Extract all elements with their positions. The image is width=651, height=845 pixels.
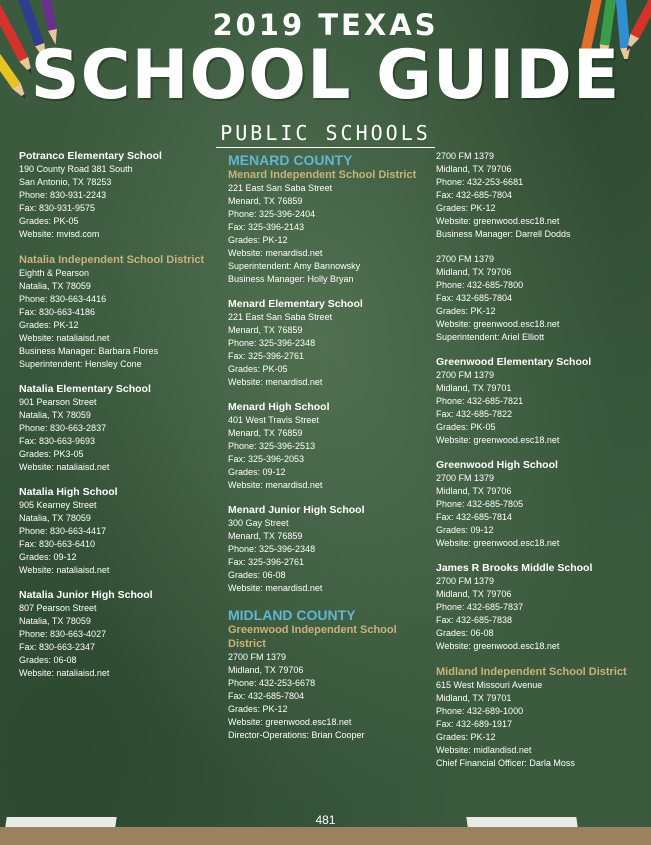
contact-line: Website: greenwood.esc18.net [228, 717, 352, 727]
contact-line: 2700 FM 1379 [228, 652, 287, 662]
column-1 [19, 150, 224, 692]
header-subtitle [0, 121, 651, 145]
contact-line: Phone: 325-396-2348 [228, 338, 316, 348]
contact-line: Menard, TX 76859 [228, 428, 303, 438]
contact-line: 190 County Road 381 South [19, 164, 133, 174]
contact-line: Fax: 432-685-7804 [228, 691, 305, 701]
contact-line: Phone: 830-663-4417 [19, 526, 107, 536]
county-heading: MENARD COUNTY [228, 152, 353, 168]
contact-line: Natalia, TX 78059 [19, 281, 91, 291]
contact-line: Phone: 432-685-7805 [436, 499, 524, 509]
contact-line: Website: nataliaisd.net [19, 333, 110, 343]
contact-line: Phone: 432-685-7821 [436, 396, 524, 406]
school-name: Potranco Elementary School [19, 150, 162, 162]
contact-line: Phone: 432-253-6681 [436, 177, 524, 187]
contact-line: Phone: 830-663-4416 [19, 294, 107, 304]
contact-line: Website: menardisd.net [228, 248, 323, 258]
contact-line: Grades: PK-05 [19, 216, 79, 226]
contact-line: 2700 FM 1379 [436, 370, 495, 380]
contact-line: Grades: PK-12 [19, 320, 79, 330]
contact-line: Fax: 432-685-7822 [436, 409, 513, 419]
contact-line: 221 East San Saba Street [228, 183, 333, 193]
contact-line: Phone: 325-396-2348 [228, 544, 316, 554]
contact-line: Website: greenwood.esc18.net [436, 435, 560, 445]
contact-line: Website: greenwood.esc18.net [436, 216, 560, 226]
school-entry [436, 150, 641, 241]
contact-line: 401 West Travis Street [228, 415, 319, 425]
contact-line: Fax: 830-663-6410 [19, 539, 96, 549]
contact-line: Eighth & Pearson [19, 268, 90, 278]
contact-line: Superintendent: Hensley Cone [19, 359, 142, 369]
school-entry [228, 401, 433, 492]
contact-line: Phone: 432-253-6678 [228, 678, 316, 688]
contact-line: Phone: 830-663-2837 [19, 423, 107, 433]
contact-line: Business Manager: Holly Bryan [228, 274, 354, 284]
contact-line: Website: nataliaisd.net [19, 668, 110, 678]
contact-line: Fax: 432-685-7804 [436, 190, 513, 200]
contact-line: Midland, TX 79706 [436, 164, 512, 174]
contact-line: Fax: 432-685-7838 [436, 615, 513, 625]
contact-line: 221 East San Saba Street [228, 312, 333, 322]
contact-line: Website: menardisd.net [228, 377, 323, 387]
contact-line: Phone: 325-396-2513 [228, 441, 316, 451]
contact-line: Fax: 432-685-7804 [436, 293, 513, 303]
contact-line: Midland, TX 79706 [436, 267, 512, 277]
contact-line: Grades: PK-05 [228, 364, 288, 374]
contact-line: Fax: 325-396-2143 [228, 222, 305, 232]
contact-line: Website: menardisd.net [228, 583, 323, 593]
contact-line: Natalia, TX 78059 [19, 410, 91, 420]
contact-line: Grades: PK-12 [436, 306, 496, 316]
school-name: Natalia Elementary School [19, 383, 151, 395]
contact-line: Midland, TX 79701 [436, 693, 512, 703]
school-entry [228, 298, 433, 389]
contact-line: Website: nataliaisd.net [19, 462, 110, 472]
school-entry [436, 356, 641, 447]
school-entry [19, 486, 224, 577]
contact-line: 807 Pearson Street [19, 603, 97, 613]
contact-line: 905 Kearney Street [19, 500, 97, 510]
contact-line: Website: greenwood.esc18.net [436, 319, 560, 329]
school-entry [19, 150, 224, 241]
header-subtitle-text: PUBLIC SCHOOLS [216, 121, 435, 148]
contact-line: Fax: 830-663-9693 [19, 436, 96, 446]
contact-line: Grades: PK-12 [436, 732, 496, 742]
contact-line: Superintendent: Amy Bannowsky [228, 261, 361, 271]
contact-line: Midland, TX 79706 [228, 665, 304, 675]
contact-line: Chief Financial Officer: Darla Moss [436, 758, 575, 768]
contact-line: Natalia, TX 78059 [19, 513, 91, 523]
contact-line: Website: nataliaisd.net [19, 565, 110, 575]
contact-line: Grades: 09-12 [19, 552, 77, 562]
contact-line: Phone: 432-689-1000 [436, 706, 524, 716]
contact-line: Phone: 432-685-7837 [436, 602, 524, 612]
chalkboard-ledge [0, 827, 651, 845]
page-number: 481 [315, 813, 336, 827]
contact-line: Menard, TX 76859 [228, 196, 303, 206]
contact-line: Natalia, TX 78059 [19, 616, 91, 626]
contact-line: Phone: 830-931-2243 [19, 190, 107, 200]
contact-line: Fax: 325-396-2761 [228, 351, 305, 361]
district-entry [436, 665, 641, 770]
district-name: Greenwood Independent School District [228, 624, 397, 650]
column-2 [228, 150, 433, 754]
contact-line: Fax: 830-931-9575 [19, 203, 96, 213]
header-main-title: SCHOOL GUIDE [30, 36, 621, 115]
district-entry [228, 623, 433, 742]
school-entry [436, 562, 641, 653]
district-entry [228, 168, 433, 286]
guide-header [0, 0, 651, 150]
school-name: Natalia Junior High School [19, 589, 153, 601]
school-name: Greenwood High School [436, 459, 558, 471]
contact-line: Fax: 325-396-2761 [228, 557, 305, 567]
contact-line: Midland, TX 79706 [436, 486, 512, 496]
contact-line: 901 Pearson Street [19, 397, 97, 407]
contact-line: Fax: 830-663-4186 [19, 307, 96, 317]
school-entry [19, 589, 224, 680]
contact-line: San Antonio, TX 78253 [19, 177, 112, 187]
county-heading: MIDLAND COUNTY [228, 607, 356, 623]
district-entry [19, 253, 224, 371]
contact-line: Phone: 830-663-4027 [19, 629, 107, 639]
contact-line: 2700 FM 1379 [436, 473, 495, 483]
district-name: Natalia Independent School District [19, 254, 205, 266]
district-name: Midland Independent School District [436, 666, 627, 678]
contact-line: 2700 FM 1379 [436, 576, 495, 586]
school-entry [19, 383, 224, 474]
contact-line: Grades: PK-05 [436, 422, 496, 432]
contact-line: Grades: 06-08 [228, 570, 286, 580]
contact-line: Website: greenwood.esc18.net [436, 538, 560, 548]
contact-line: 615 West Missouri Avenue [436, 680, 543, 690]
school-entry [436, 253, 641, 344]
contact-line: Fax: 432-689-1917 [436, 719, 513, 729]
contact-line: 2700 FM 1379 [436, 151, 495, 161]
school-name: Greenwood Elementary School [436, 356, 592, 368]
contact-line: Website: menardisd.net [228, 480, 323, 490]
contact-line: Grades: 09-12 [436, 525, 494, 535]
contact-line: Director-Operations: Brian Cooper [228, 730, 365, 740]
contact-line: Fax: 830-663-2347 [19, 642, 96, 652]
contact-line: Grades: PK-12 [436, 203, 496, 213]
school-entry [436, 459, 641, 550]
contact-line: Website: midlandisd.net [436, 745, 532, 755]
contact-line: Midland, TX 79706 [436, 589, 512, 599]
contact-line: Grades: PK-12 [228, 704, 288, 714]
contact-line: Midland, TX 79701 [436, 383, 512, 393]
contact-line: Fax: 325-396-2053 [228, 454, 305, 464]
contact-line: Website: greenwood.esc18.net [436, 641, 560, 651]
contact-line: Fax: 432-685-7814 [436, 512, 513, 522]
contact-line: Business Manager: Darrell Dodds [436, 229, 571, 239]
contact-line: Website: mvisd.com [19, 229, 100, 239]
contact-line: 2700 FM 1379 [436, 254, 495, 264]
contact-line: Grades: 06-08 [436, 628, 494, 638]
school-name: Menard Junior High School [228, 504, 365, 516]
school-name: James R Brooks Middle School [436, 562, 593, 574]
school-entry [228, 504, 433, 595]
contact-line: Grades: PK-12 [228, 235, 288, 245]
column-3 [436, 150, 641, 782]
contact-line: Grades: 09-12 [228, 467, 286, 477]
contact-line: Phone: 325-396-2404 [228, 209, 316, 219]
contact-line: Menard, TX 76859 [228, 325, 303, 335]
contact-line: Phone: 432-685-7800 [436, 280, 524, 290]
school-name: Natalia High School [19, 486, 118, 498]
school-name: Menard High School [228, 401, 330, 413]
header-year-title: 2019 TEXAS [212, 8, 439, 42]
contact-line: Menard, TX 76859 [228, 531, 303, 541]
contact-line: 300 Gay Street [228, 518, 289, 528]
district-name: Menard Independent School District [228, 169, 417, 181]
school-name: Menard Elementary School [228, 298, 363, 310]
contact-line: Grades: 06-08 [19, 655, 77, 665]
contact-line: Superintendent: Ariel Elliott [436, 332, 545, 342]
contact-line: Business Manager: Barbara Flores [19, 346, 159, 356]
contact-line: Grades: PK3-05 [19, 449, 84, 459]
